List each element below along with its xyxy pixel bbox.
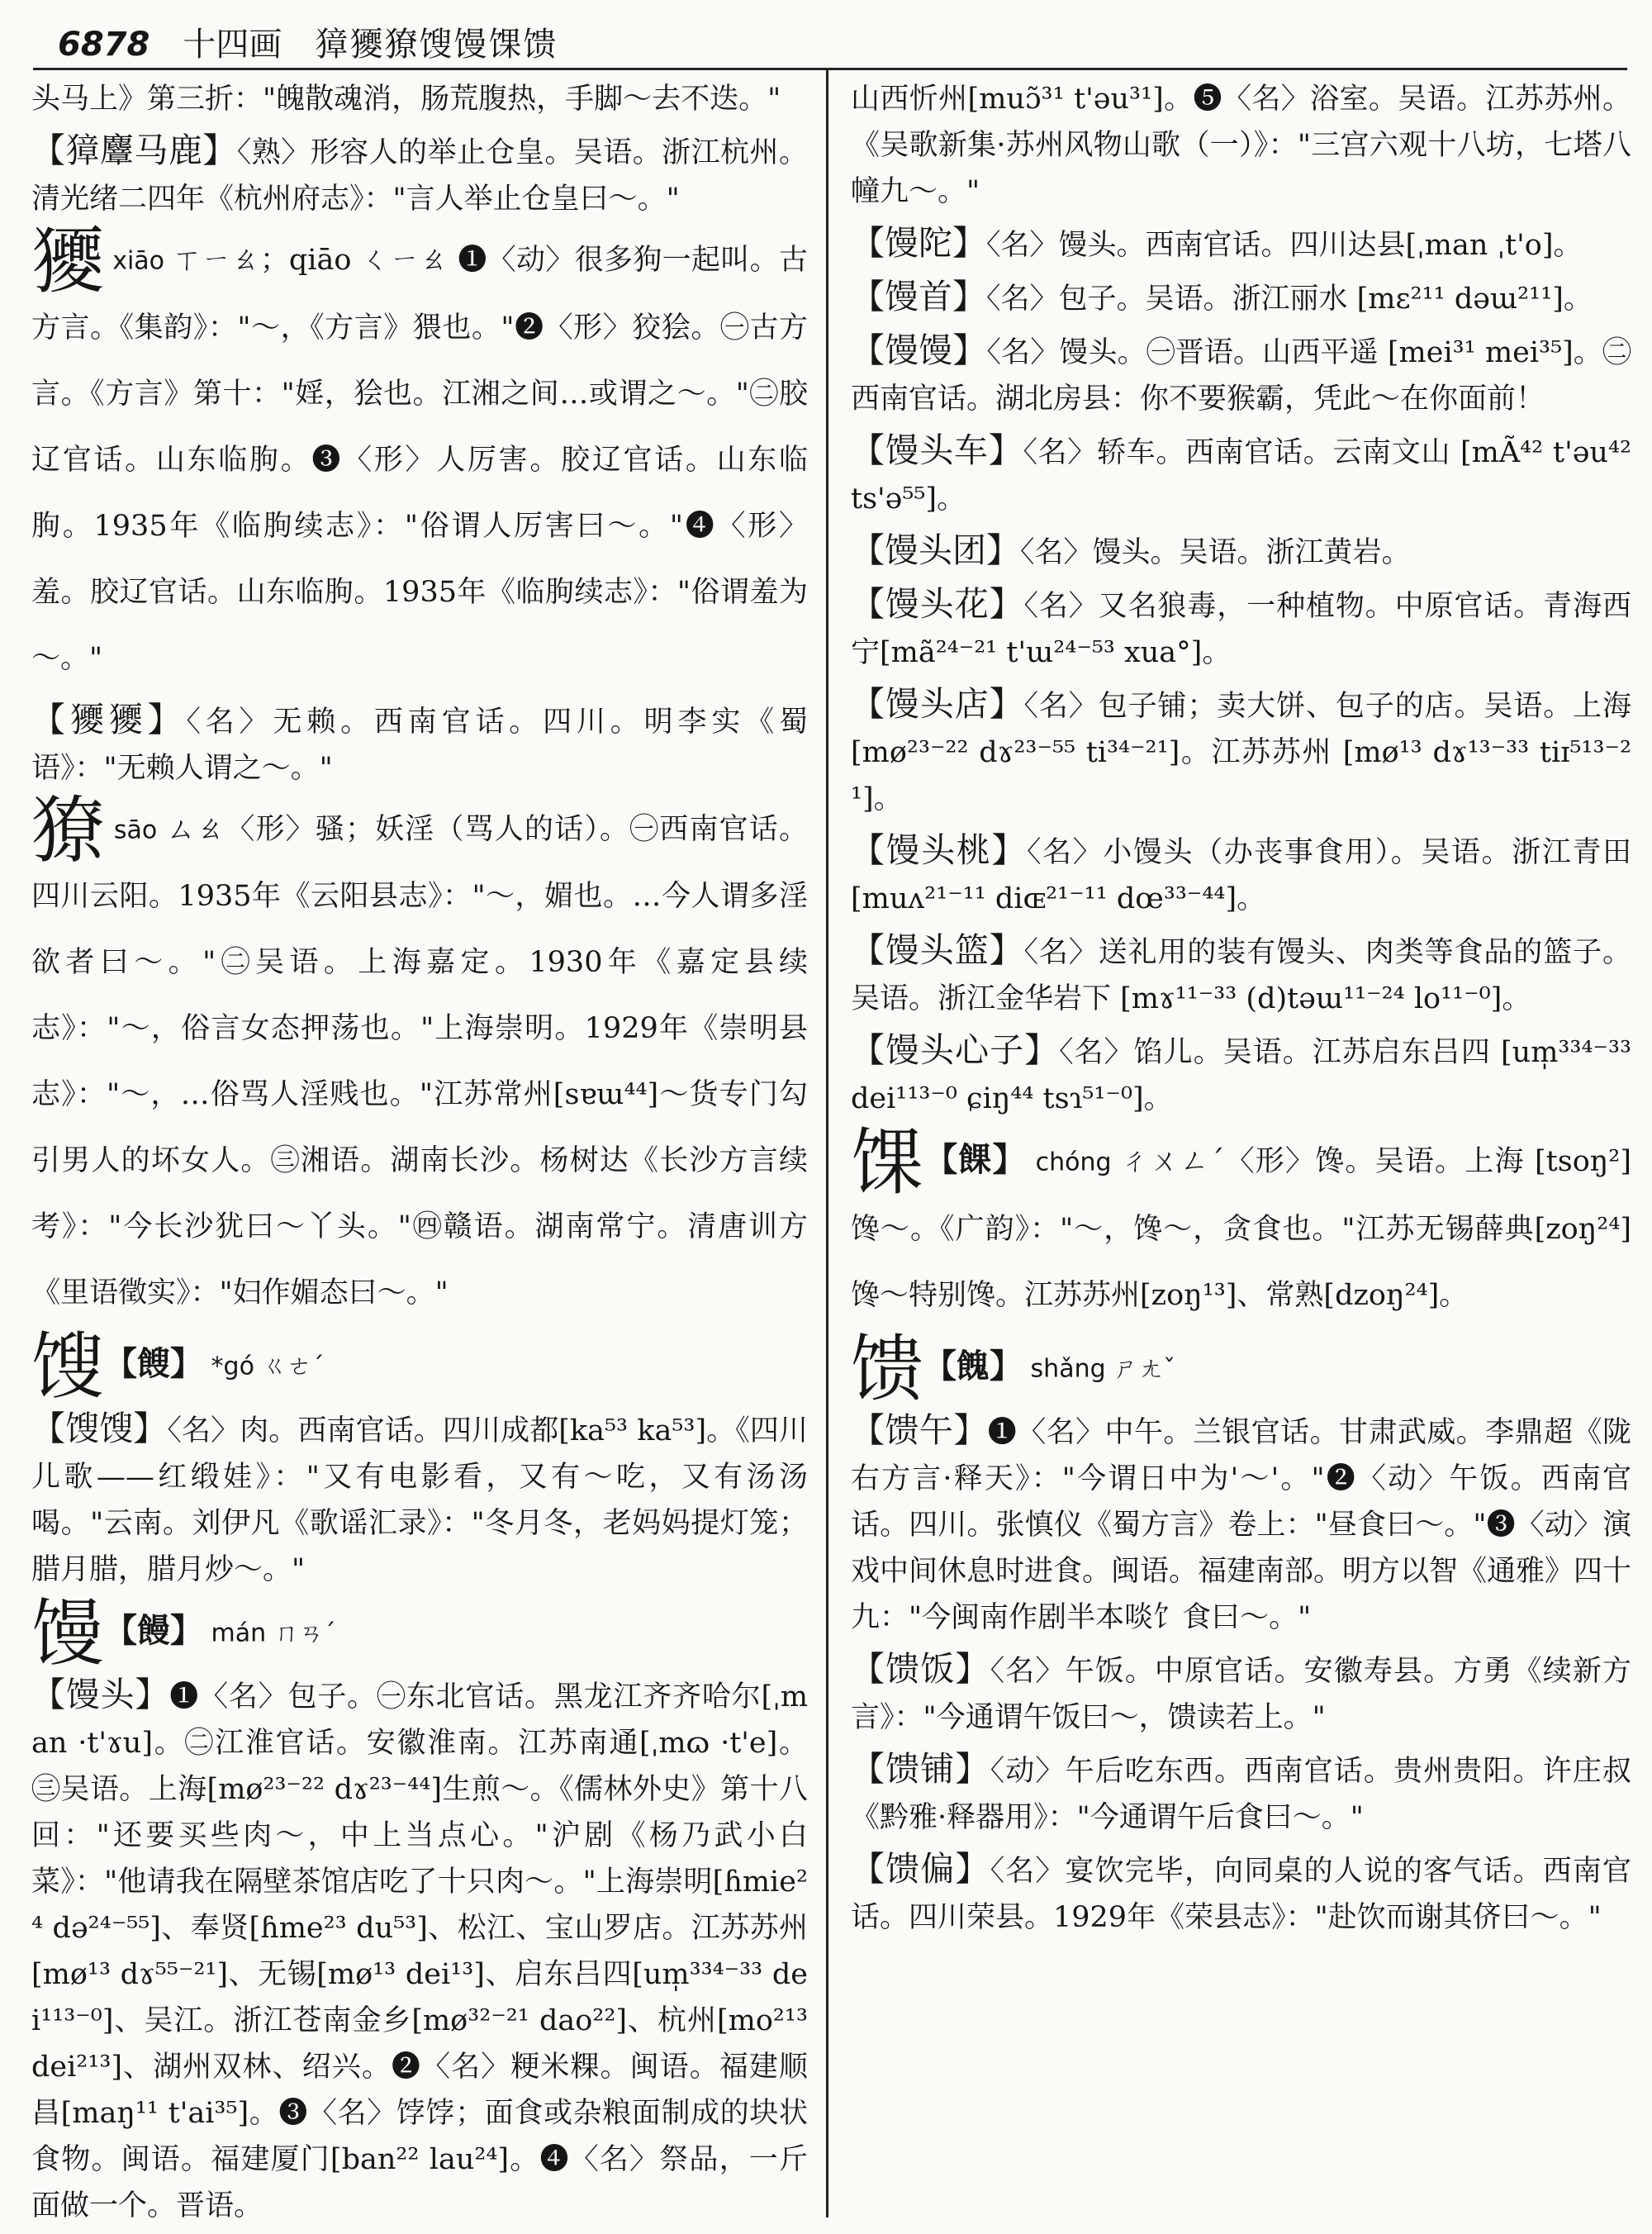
- pinyin-reading: xiāo: [104, 246, 173, 276]
- traditional-form: 【餿】: [104, 1345, 204, 1383]
- pinyin-reading: shǎng ㄕㄤˇ: [1023, 1354, 1176, 1383]
- head-character: 獠: [31, 787, 106, 872]
- character-entry: [851, 1119, 1631, 1329]
- head-character: 獿: [31, 218, 105, 304]
- dictionary-entry: [31, 127, 808, 222]
- dictionary-entry: [851, 581, 1631, 676]
- page-number: 6878: [58, 26, 150, 64]
- entry-definition: 〈名〉小馒头（办丧事食用）。吴语。浙江青田 [muʌ²¹⁻¹¹ diɶ²¹⁻¹¹ dœ³³⁻⁴⁴]。: [851, 836, 1631, 915]
- entry-headword: 【馒头花】: [851, 584, 1024, 624]
- entry-headword: 【馊馊】: [31, 1408, 168, 1448]
- stroke-section: 十四画: [183, 26, 282, 64]
- entry-definition: 〈名〉馒头。吴语。浙江黄岩。: [1020, 536, 1411, 569]
- pinyin-reading: sāo: [105, 815, 166, 844]
- entry-headword: 【馒头团】: [851, 530, 1020, 570]
- head-character: 馊: [31, 1324, 105, 1409]
- entry-headword: 【馒陀】: [851, 223, 986, 263]
- entry-continuation: 山西忻州[muɔ̃³¹ t'əu³¹]。❺〈名〉浴室。吴语。江苏苏州。《吴歌新集·苏州风物山歌（一）》："三宫六观十八坊，七塔八幢九～。": [851, 83, 1631, 208]
- dictionary-entry: [31, 696, 808, 791]
- character-definition: ㄒㄧㄠ；qiāo ㄑㄧㄠ ❶〈动〉很多狗一起叫。古方言。《集韵》："～，《方言》猥也。"❷〈形〉狡狯。㊀古方言。《方言》第十："婬，狯也。江湘之间…或谓之～。"㊁胶辽官话。山东临朐。❸〈形〉人厉害。胶辽官话。山东临朐。1935年《临朐续志》："俗谓人厉害曰～。"❹〈形〉羞。胶辽官话。山东临朐。1935年《临朐续志》："俗谓羞为～。": [31, 244, 808, 675]
- entry-definition: 〈名〉肉。西南官话。四川成都[ka⁵³ ka⁵³]。《四川儿歌——红缎娃》："又有电影看，又有～吃，又有汤汤喝。"云南。刘伊凡《歌谣汇录》："冬月冬，老妈妈提灯笼；腊月腊，腊月炒～。": [31, 1414, 809, 1586]
- dictionary-entry: [851, 1646, 1631, 1741]
- entry-headword: 【馒头】: [31, 1675, 170, 1714]
- entry-headword: 【馒头店】: [851, 684, 1024, 724]
- entry-headword: 【馒头车】: [851, 430, 1023, 470]
- dictionary-entry: [851, 681, 1631, 822]
- entry-headword: 【馒头桃】: [851, 830, 1027, 870]
- character-entry: [31, 218, 808, 692]
- head-character: 馃: [851, 1119, 925, 1205]
- character-entry: [31, 1590, 808, 1676]
- dictionary-entry: [851, 827, 1631, 922]
- entry-headword: 【馒头心子】: [851, 1030, 1060, 1070]
- pinyin-reading: mán ㄇㄢˊ: [203, 1618, 336, 1647]
- entry-headword: 【獿獿】: [31, 699, 187, 739]
- entry-definition: ❶〈名〉包子。㊀东北官话。黑龙江齐齐哈尔[ˌman ·t'ɤu]。㊁江淮官话。安徽淮南。江苏南通[ˌmɷ ·t'e]。㊂吴语。上海[mø²³⁻²² dɤ²³⁻⁴⁴]生煎～。《儒林外史》第十八回："还要买些肉～，中上当点心。"沪剧《杨乃武小白菜》："他请我在隔壁茶馆店吃了十只肉～。"上海崇明[ɦmie²⁴ də²⁴⁻⁵⁵]、奉贤[ɦme²³ du⁵³]、松江、宝山罗店。江苏苏州[mø¹³ dɤ⁵⁵⁻²¹]、无锡[mø¹³ dei¹³]、启东吕四[um̩³³⁴⁻³³ dei¹¹³⁻⁰]、吴江。浙江苍南金乡[mø³²⁻²¹ dao²²]、杭州[mo²¹³ dei²¹³]、湖州双林、绍兴。❷〈名〉粳米粿。闽语。福建顺昌[maŋ¹¹ t'ai³⁵]。❸〈名〉饽饽；面食或杂粮面制成的块状食物。闽语。福建厦门[ban²² lau²⁴]。❹〈名〉祭品，一斤面做一个。晋语。: [31, 1680, 809, 2222]
- entry-definition: 〈熟〉形容人的举止仓皇。吴语。浙江杭州。清光绪二四年《杭州府志》："言人举止仓皇曰～。": [31, 136, 808, 216]
- entry-definition: 〈名〉又名狼毒，一种植物。中原官话。青海西宁[mã²⁴⁻²¹ t'ɯ²⁴⁻⁵³ xua°]。: [851, 590, 1631, 669]
- traditional-form: 【饅】: [104, 1611, 204, 1650]
- entry-continuation: 头马上》第三折："魄散魂消，肠荒腹热，手脚～去不迭。": [31, 83, 781, 116]
- traditional-form: 【餜】: [924, 1141, 1027, 1179]
- dictionary-entry: [851, 427, 1631, 522]
- entry-definition: 〈名〉包子铺；卖大饼、包子的店。吴语。上海 [mø²³⁻²² dɤ²³⁻⁵⁵ ti³⁴⁻²¹]。江苏苏州 [mø¹³ dɤ¹³⁻³³ tiɪ⁵¹³⁻²¹]。: [851, 690, 1631, 815]
- entry-definition: 〈名〉午饭。中原官话。安徽寿县。方勇《续新方言》："今通谓午饭曰～，馈读若上。": [851, 1655, 1631, 1734]
- entry-definition: 〈名〉包子。吴语。浙江丽水 [mɛ²¹¹ dəɯ²¹¹]。: [986, 283, 1593, 316]
- entry-headword: 【馒首】: [851, 277, 986, 316]
- entry-definition: ❶〈名〉中午。兰银官话。甘肃武威。李鼎超《陇右方言·释天》："今谓日中为'～'。"❷〈动〉午饭。西南官话。四川。张慎仪《蜀方言》卷上："昼食曰～。"❸〈动〉演戏中间休息时进食。闽语。福建南部。明方以智《通雅》四十九："今闽南作剧半本啖饣食曰～。": [851, 1416, 1632, 1634]
- entry-definition: 〈名〉宴饮完毕，向同桌的人说的客气话。西南官话。四川荣县。1929年《荣县志》："赴饮而谢其侪曰～。": [851, 1855, 1631, 1934]
- entry-definition: 〈名〉馒头。㊀晋语。山西平遥 [mei³¹ mei³⁵]。㊁西南官话。湖北房县：你不要猴霸，凭此～在你面前！: [851, 336, 1631, 416]
- page-header: [58, 18, 1627, 68]
- head-character: 馒: [31, 1590, 105, 1676]
- entry-definition: 〈名〉馒头。西南官话。四川达县[ˌman ˌt'o]。: [986, 229, 1583, 262]
- character-definition: ㄙㄠ〈形〉骚；妖淫（骂人的话）。㊀西南官话。四川云阳。1935年《云阳县志》："～，媚也。…今人谓多淫欲者曰～。"㊁吴语。上海嘉定。1930年《嘉定县续志》："～，俗言女态押荡也。"上海崇明。1929年《崇明县志》："～，…俗骂人淫贱也。"江苏常州[sɐɯ⁴⁴]～货专门勾引男人的坏女人。㊂湘语。湖南长沙。杨树达《长沙方言续考》："今长沙犹曰～丫头。"㊃赣语。湖南常宁。清唐训方《里语徵实》："妇作媚态曰～。": [31, 812, 808, 1310]
- character-entry: [31, 1324, 808, 1409]
- dictionary-entry: [31, 1671, 808, 2229]
- head-character: 馈: [851, 1326, 924, 1411]
- pinyin-reading: chóng: [1026, 1148, 1121, 1177]
- entry-headword: 【馒馒】: [851, 330, 987, 370]
- entry-headword: 【馈偏】: [851, 1849, 990, 1889]
- dictionary-entry: [851, 1407, 1631, 1641]
- entry-headword: 【馒头篮】: [851, 930, 1024, 970]
- character-entry: [851, 1326, 1631, 1411]
- dictionary-entry: [851, 1027, 1631, 1122]
- entry-definition: 〈名〉送礼用的装有馒头、肉类等食品的篮子。吴语。浙江金华岩下 [mɤ¹¹⁻³³ (d)təɯ¹¹⁻²⁴ lo¹¹⁻⁰]。: [851, 936, 1631, 1015]
- entry-definition: 〈名〉轿车。西南官话。云南文山 [mÃ⁴² t'əu⁴² ts'ə⁵⁵]。: [851, 436, 1632, 516]
- pinyin-reading: *gó ㄍㄜˊ: [203, 1352, 325, 1381]
- right-column: [851, 76, 1631, 1946]
- entry-headword: 【獐麞马鹿】: [31, 131, 237, 170]
- entry-definition: 〈动〉午后吃东西。西南官话。贵州贵阳。许庄叔《黔雅·释器用》："今通谓午后食曰～。": [851, 1755, 1631, 1834]
- character-entry: [31, 787, 808, 1327]
- character-definition: ㄔㄨㄥˊ〈形〉馋。吴语。上海 [tsoŋ²]馋～。《广韵》："～，馋～，贪食也。"江苏无锡薛典[zoŋ²⁴]馋～特别馋。江苏苏州[zoŋ¹³]、常熟[dzoŋ²⁴]。: [851, 1145, 1631, 1312]
- entry-headword: 【馈午】: [851, 1410, 988, 1450]
- entry-headword: 【馈铺】: [851, 1749, 990, 1789]
- dictionary-entry: [851, 527, 1631, 576]
- dictionary-entry: [851, 1846, 1631, 1941]
- entry-definition: 〈名〉馅儿。吴语。江苏启东吕四 [um̩³³⁴⁻³³ dei¹¹³⁻⁰ ɕiŋ⁴⁴ tsɿ⁵¹⁻⁰]。: [851, 1036, 1632, 1115]
- dictionary-entry: [851, 927, 1631, 1022]
- dictionary-entry: [851, 327, 1631, 422]
- column-divider: [826, 69, 828, 2217]
- dictionary-entry: [851, 273, 1631, 322]
- entry-headword: 【馈饭】: [851, 1649, 990, 1689]
- header-rule: [33, 68, 1627, 70]
- dictionary-entry: [851, 1746, 1631, 1841]
- left-column: [31, 76, 808, 2234]
- dictionary-entry: [851, 220, 1631, 269]
- entry-definition: 〈名〉无赖。西南官话。四川。明李实《蜀语》："无赖人谓之～。": [31, 705, 809, 785]
- dictionary-entry: [31, 1405, 808, 1593]
- traditional-form: 【餽】: [923, 1347, 1023, 1386]
- headword-characters: 獐獿獠馊馒馃馈: [315, 26, 558, 64]
